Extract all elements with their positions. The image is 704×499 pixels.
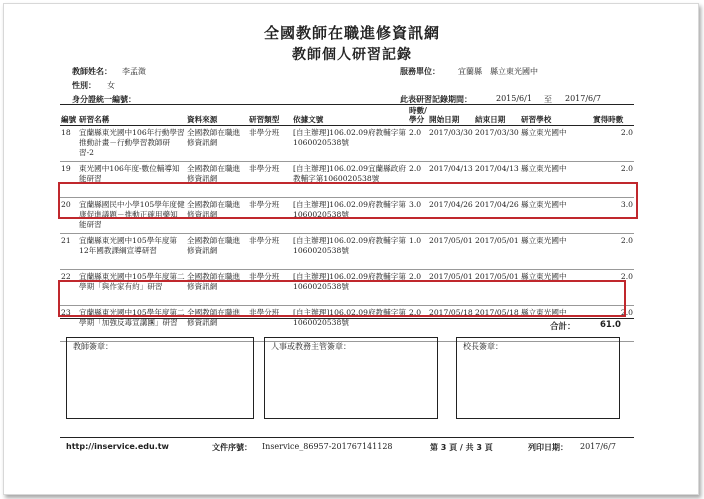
cell-type: 非學分班	[248, 162, 292, 198]
cell-source: 全國教師在職進修資訊網	[186, 306, 248, 342]
cell-doc: [自主辦理]106.02.09宜蘭縣政府教輔字第1060020538號	[292, 162, 408, 198]
cell-end: 2017/05/01	[474, 270, 520, 306]
cell-hours: 2.0	[408, 162, 428, 198]
cell-actual: 2.0	[592, 270, 634, 306]
cell-source: 全國教師在職進修資訊網	[186, 126, 248, 162]
period-label: 此表研習記錄期間：	[400, 95, 472, 104]
cell-end: 2017/04/26	[474, 198, 520, 234]
unit-school: 縣立東光國中	[490, 67, 538, 76]
doc-no-label: 文件序號：	[212, 443, 252, 452]
cell-code: 19	[60, 162, 78, 198]
table-row	[60, 126, 634, 162]
period-from: 2015/6/1	[496, 94, 532, 103]
unit-label: 服務單位：	[400, 67, 440, 76]
col-name: 研習名稱	[78, 105, 186, 126]
cell-start: 2017/04/13	[428, 162, 474, 198]
name-label: 教師姓名：	[72, 67, 112, 76]
cell-name: 宜蘭縣東光國中105學年度第二學期「與作家有約」研習	[78, 270, 186, 306]
cell-start: 2017/03/30	[428, 126, 474, 162]
cell-end: 2017/04/13	[474, 162, 520, 198]
col-code: 編號	[60, 105, 78, 126]
cell-hours: 1.0	[408, 234, 428, 270]
id-label: 身分證統一編號：	[72, 95, 136, 104]
col-hours: 時數/學分	[409, 106, 427, 124]
cell-doc: [自主辦理]106.02.09府教輔字第1060020538號	[292, 306, 408, 342]
footer-url: http://inservice.edu.tw	[66, 442, 169, 451]
cell-hours: 2.0	[408, 270, 428, 306]
cell-type: 非學分班	[248, 126, 292, 162]
teacher-signature-label: 教師簽章：	[73, 342, 113, 351]
cell-doc: [自主辦理]106.02.09府教輔字第1060020538號	[292, 234, 408, 270]
cell-actual: 2.0	[592, 162, 634, 198]
gender-label: 性別：	[72, 81, 96, 90]
cell-name: 宜蘭縣東光國中105學年度第12年國教課綱宣導研習	[78, 234, 186, 270]
total-divider	[60, 318, 634, 319]
table-row	[60, 234, 634, 270]
principal-signature-box	[456, 337, 620, 419]
cell-actual: 3.0	[592, 198, 634, 234]
hr-signature-label: 人事或教務主管簽章：	[271, 342, 351, 351]
period-to-label: 至	[544, 95, 552, 104]
cell-school: 縣立東光國中	[520, 198, 592, 234]
cell-source: 全國教師在職進修資訊網	[186, 198, 248, 234]
cell-school: 縣立東光國中	[520, 270, 592, 306]
cell-end: 2017/05/18	[474, 306, 520, 342]
cell-name: 東光國中106年度-數位輔導知能研習	[78, 162, 186, 198]
hr-signature-box	[264, 337, 438, 419]
cell-start: 2017/05/18	[428, 306, 474, 342]
col-start: 開始日期	[428, 105, 474, 126]
cell-doc: [自主辦理]106.02.09府教輔字第1060020538號	[292, 198, 408, 234]
doc-no: Inservice_86957-201767141128	[262, 442, 393, 451]
cell-name: 宜蘭縣東光國中106年行動學習推動計畫－行動學習教師研習-2	[78, 126, 186, 162]
footer-divider	[60, 437, 634, 438]
cell-type: 非學分班	[248, 198, 292, 234]
cell-source: 全國教師在職進修資訊網	[186, 162, 248, 198]
cell-code: 22	[60, 270, 78, 306]
cell-code: 23	[60, 306, 78, 342]
cell-name: 宜蘭縣國民中小學105學年度健康促進議題－推動正確用藥知能研習	[78, 198, 186, 234]
highlight-box-row-23	[58, 280, 626, 317]
teacher-signature-box	[66, 337, 254, 419]
highlight-box-row-20	[58, 182, 638, 219]
cell-start: 2017/05/01	[428, 270, 474, 306]
col-actual: 實得時數	[592, 105, 634, 126]
cell-actual: 2.0	[592, 234, 634, 270]
unit-county: 宜蘭縣	[458, 67, 482, 76]
col-end: 結束日期	[474, 105, 520, 126]
col-source: 資料來源	[186, 105, 248, 126]
cell-actual: 2.0	[592, 126, 634, 162]
cell-actual: 2.0	[592, 306, 634, 342]
period-to: 2017/6/7	[565, 94, 601, 103]
print-date-label: 列印日期：	[528, 443, 568, 452]
cell-start: 2017/05/01	[428, 234, 474, 270]
col-doc: 依據文號	[292, 105, 408, 126]
principal-signature-label: 校長簽章：	[463, 342, 503, 351]
cell-name: 宜蘭縣東光國中105學年度第二學期「加強反毒宣講團」研習	[78, 306, 186, 342]
cell-type: 非學分班	[248, 234, 292, 270]
cell-end: 2017/05/01	[474, 234, 520, 270]
teacher-gender: 女	[107, 81, 115, 90]
cell-source: 全國教師在職進修資訊網	[186, 234, 248, 270]
cell-doc: [自主辦理]106.02.09府教輔字第1060020538號	[292, 270, 408, 306]
cell-school: 縣立東光國中	[520, 234, 592, 270]
total-label: 合計：	[550, 322, 576, 332]
total-value: 61.0	[600, 320, 621, 330]
table-header-row	[60, 105, 634, 126]
cell-code: 18	[60, 126, 78, 162]
cell-school: 縣立東光國中	[520, 306, 592, 342]
page-subtitle: 教師個人研習記錄	[292, 47, 412, 63]
cell-type: 非學分班	[248, 270, 292, 306]
cell-hours: 3.0	[408, 198, 428, 234]
col-type: 研習類型	[248, 105, 292, 126]
page-indicator: 第 3 頁 / 共 3 頁	[430, 443, 493, 452]
cell-start: 2017/04/26	[428, 198, 474, 234]
cell-type: 非學分班	[248, 306, 292, 342]
teacher-name: 李孟澂	[122, 67, 146, 76]
cell-school: 縣立東光國中	[520, 162, 592, 198]
cell-code: 21	[60, 234, 78, 270]
cell-hours: 2.0	[408, 306, 428, 342]
print-date: 2017/6/7	[580, 442, 616, 451]
cell-end: 2017/03/30	[474, 126, 520, 162]
cell-source: 全國教師在職進修資訊網	[186, 270, 248, 306]
cell-school: 縣立東光國中	[520, 126, 592, 162]
cell-hours: 2.0	[408, 126, 428, 162]
page-title: 全國教師在職進修資訊網	[263, 24, 440, 42]
cell-doc: [自主辦理]106.02.09府教輔字第1060020538號	[292, 126, 408, 162]
col-school: 研習學校	[520, 105, 592, 126]
cell-code: 20	[60, 198, 78, 234]
